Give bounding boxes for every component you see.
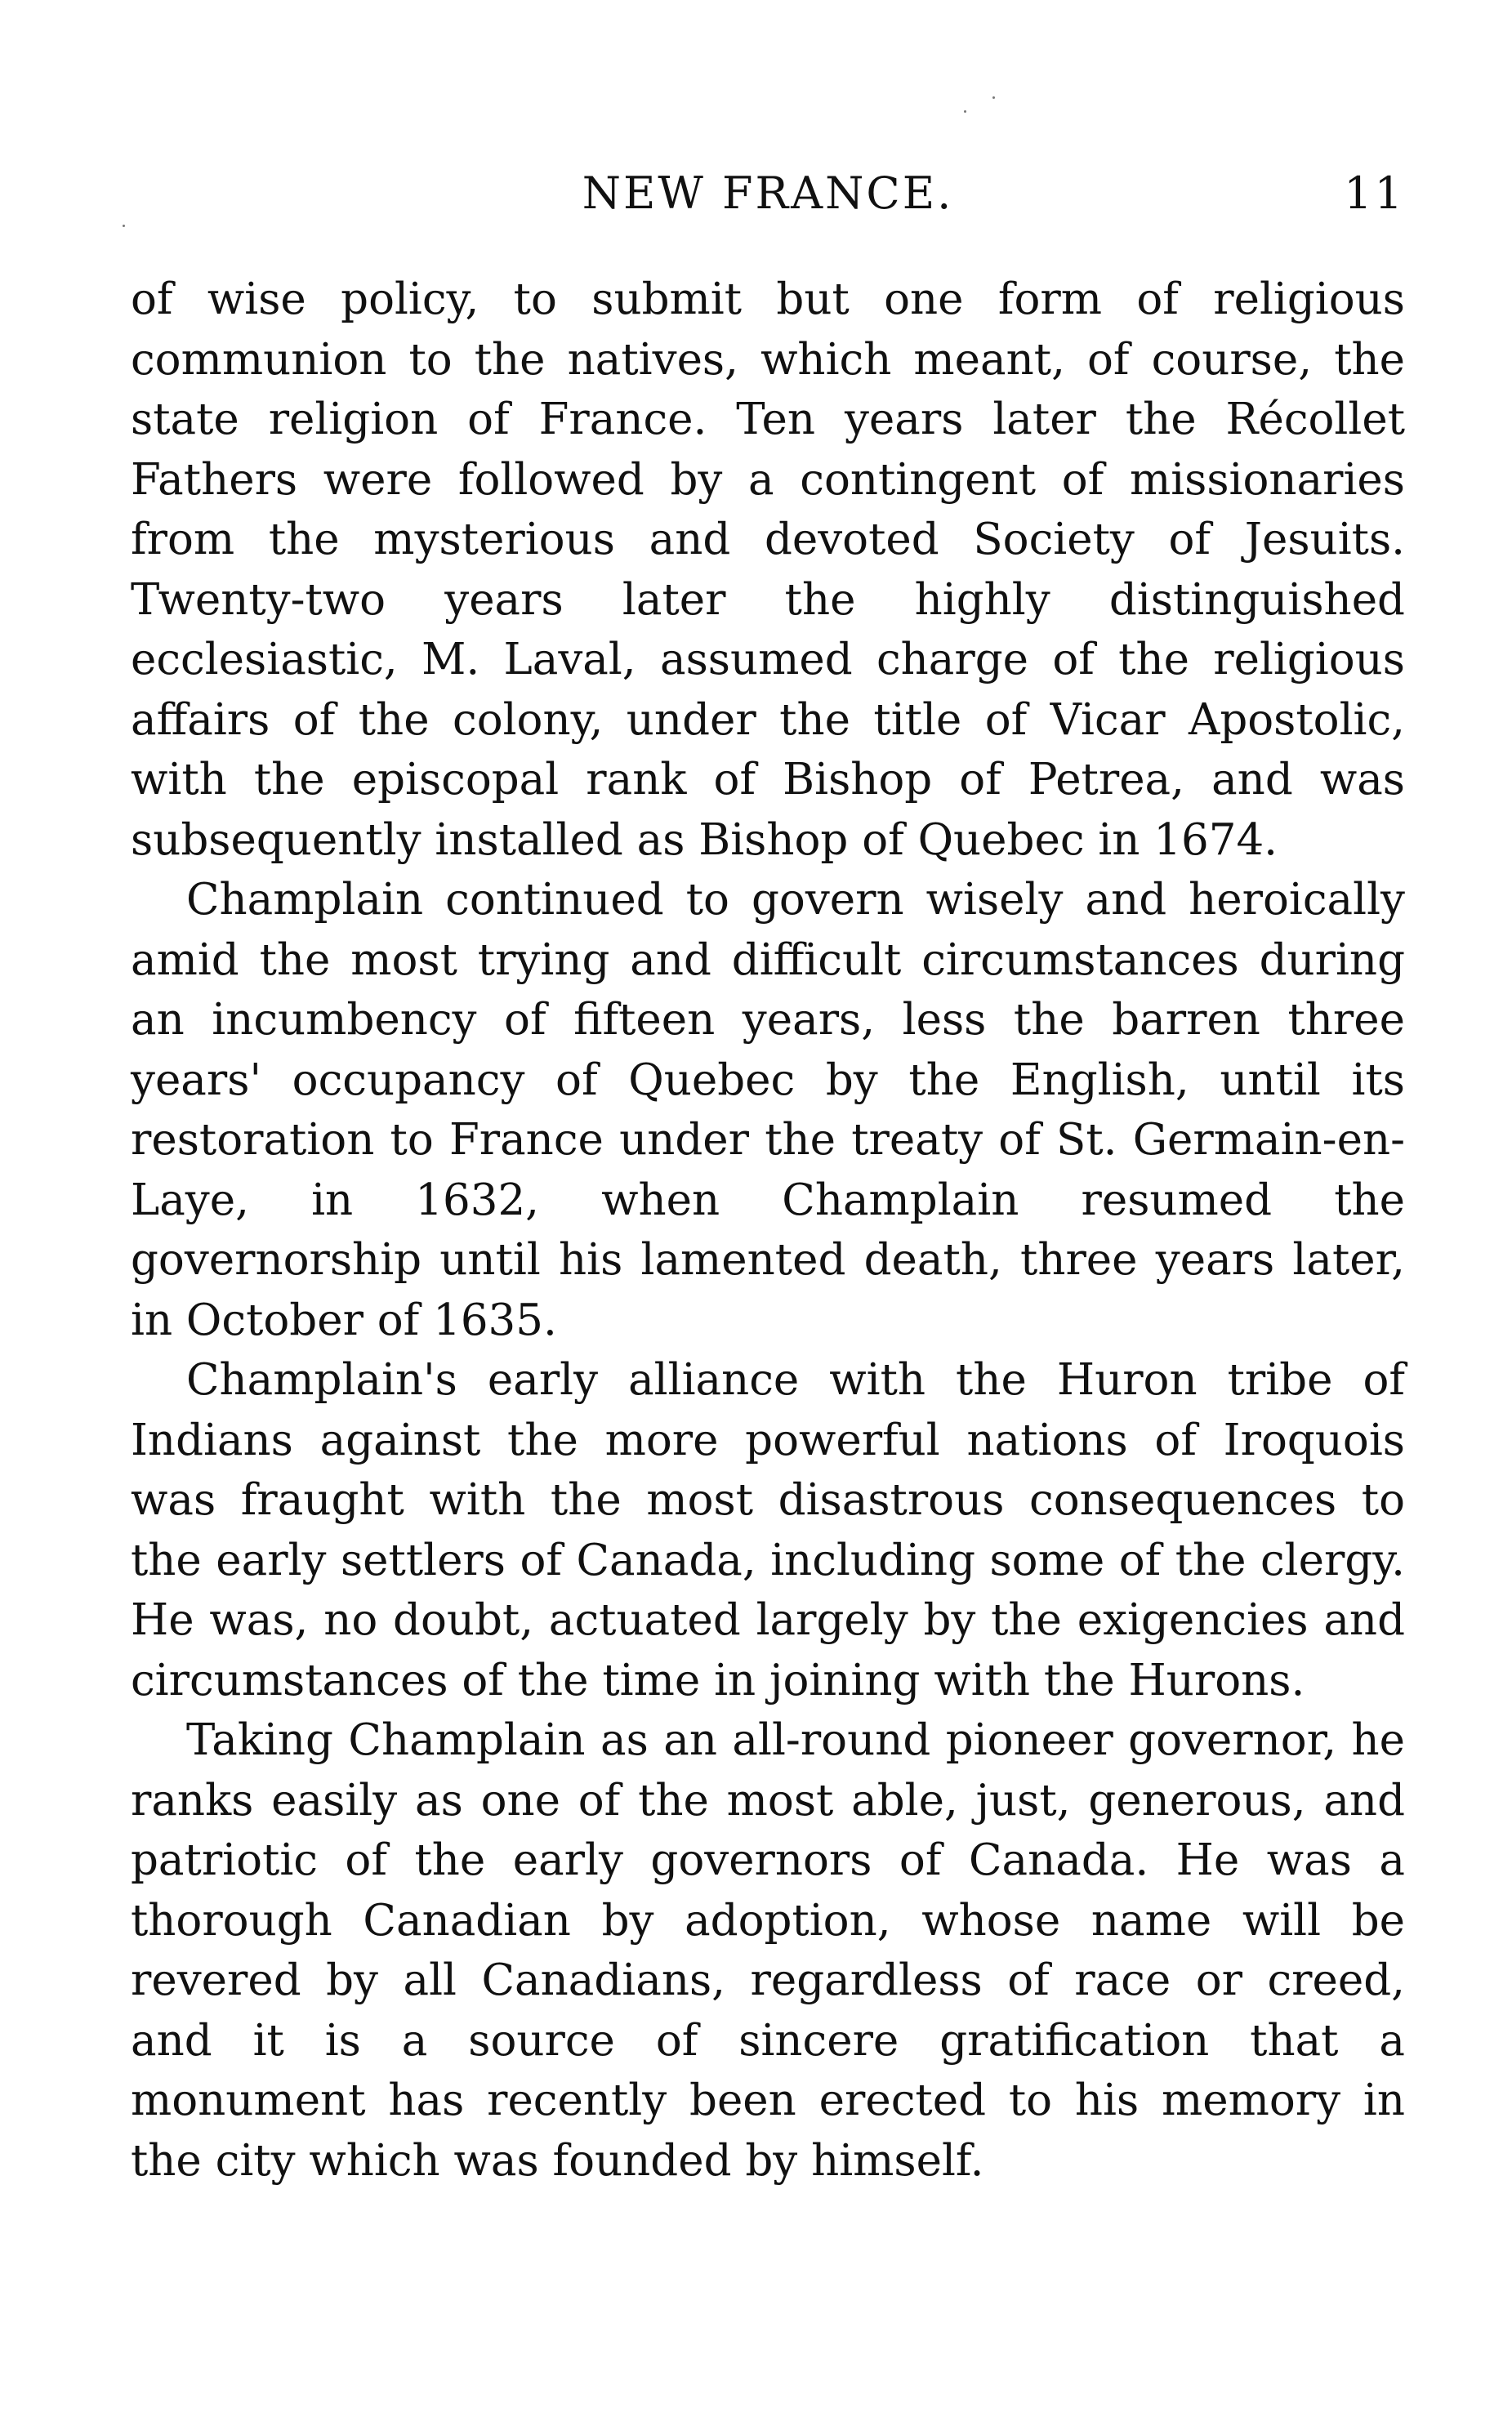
running-head — [131, 167, 1405, 225]
running-title: NEW FRANCE. — [582, 167, 954, 219]
body-text — [131, 270, 1405, 2191]
print-speck — [964, 110, 966, 113]
paragraph: Champlain continued to govern wisely and heroically amid the most trying and difficult circumstances during an incumbency of fifteen years, less the barren three years' occupancy of Quebec by the English, until its restoration to France under the treaty of St. Germain-en-Laye, in 1632, when Champlain resumed the governorship until his lamented death, three years later, in October of 1635. — [131, 875, 1405, 1345]
print-speck — [992, 96, 995, 99]
paragraph: Champlain's early alliance with the Huron tribe of Indians against the more powerful nations of Iroquois was fraught with the most disastrous consequences to the early settlers of Canada, including some of the clergy. He was, no doubt, actuated largely by the exigencies and circumstances of the time in joining with the Hurons. — [131, 1355, 1405, 1705]
print-speck — [123, 225, 125, 227]
paragraph: Taking Champlain as an all-round pioneer governor, he ranks easily as one of the most able, just, generous, and patriotic of the early governors of Canada. He was a thorough Canadian by adoption, whose name will be revered by all Canadians, regardless of race or creed, and it is a source of sincere gratification that a monument has recently been erected to his memory in the city which was founded by himself. — [131, 1715, 1405, 2186]
paragraph-continued: of wise policy, to submit but one form of religious communion to the natives, which meant, of course, the state religion of France. Ten years later the Récollet Fathers were followed by a contingent of missionaries from the mysterious and devoted Society of Jesuits. Twenty-two years later the highly distinguished ecclesiastic, M. Laval, assumed charge of the religious affairs of the colony, under the title of Vicar Apostolic, with the episcopal rank of Bishop of Petrea, and was subsequently installed as Bishop of Quebec in 1674. — [131, 274, 1405, 865]
page-number: 11 — [1344, 167, 1405, 219]
